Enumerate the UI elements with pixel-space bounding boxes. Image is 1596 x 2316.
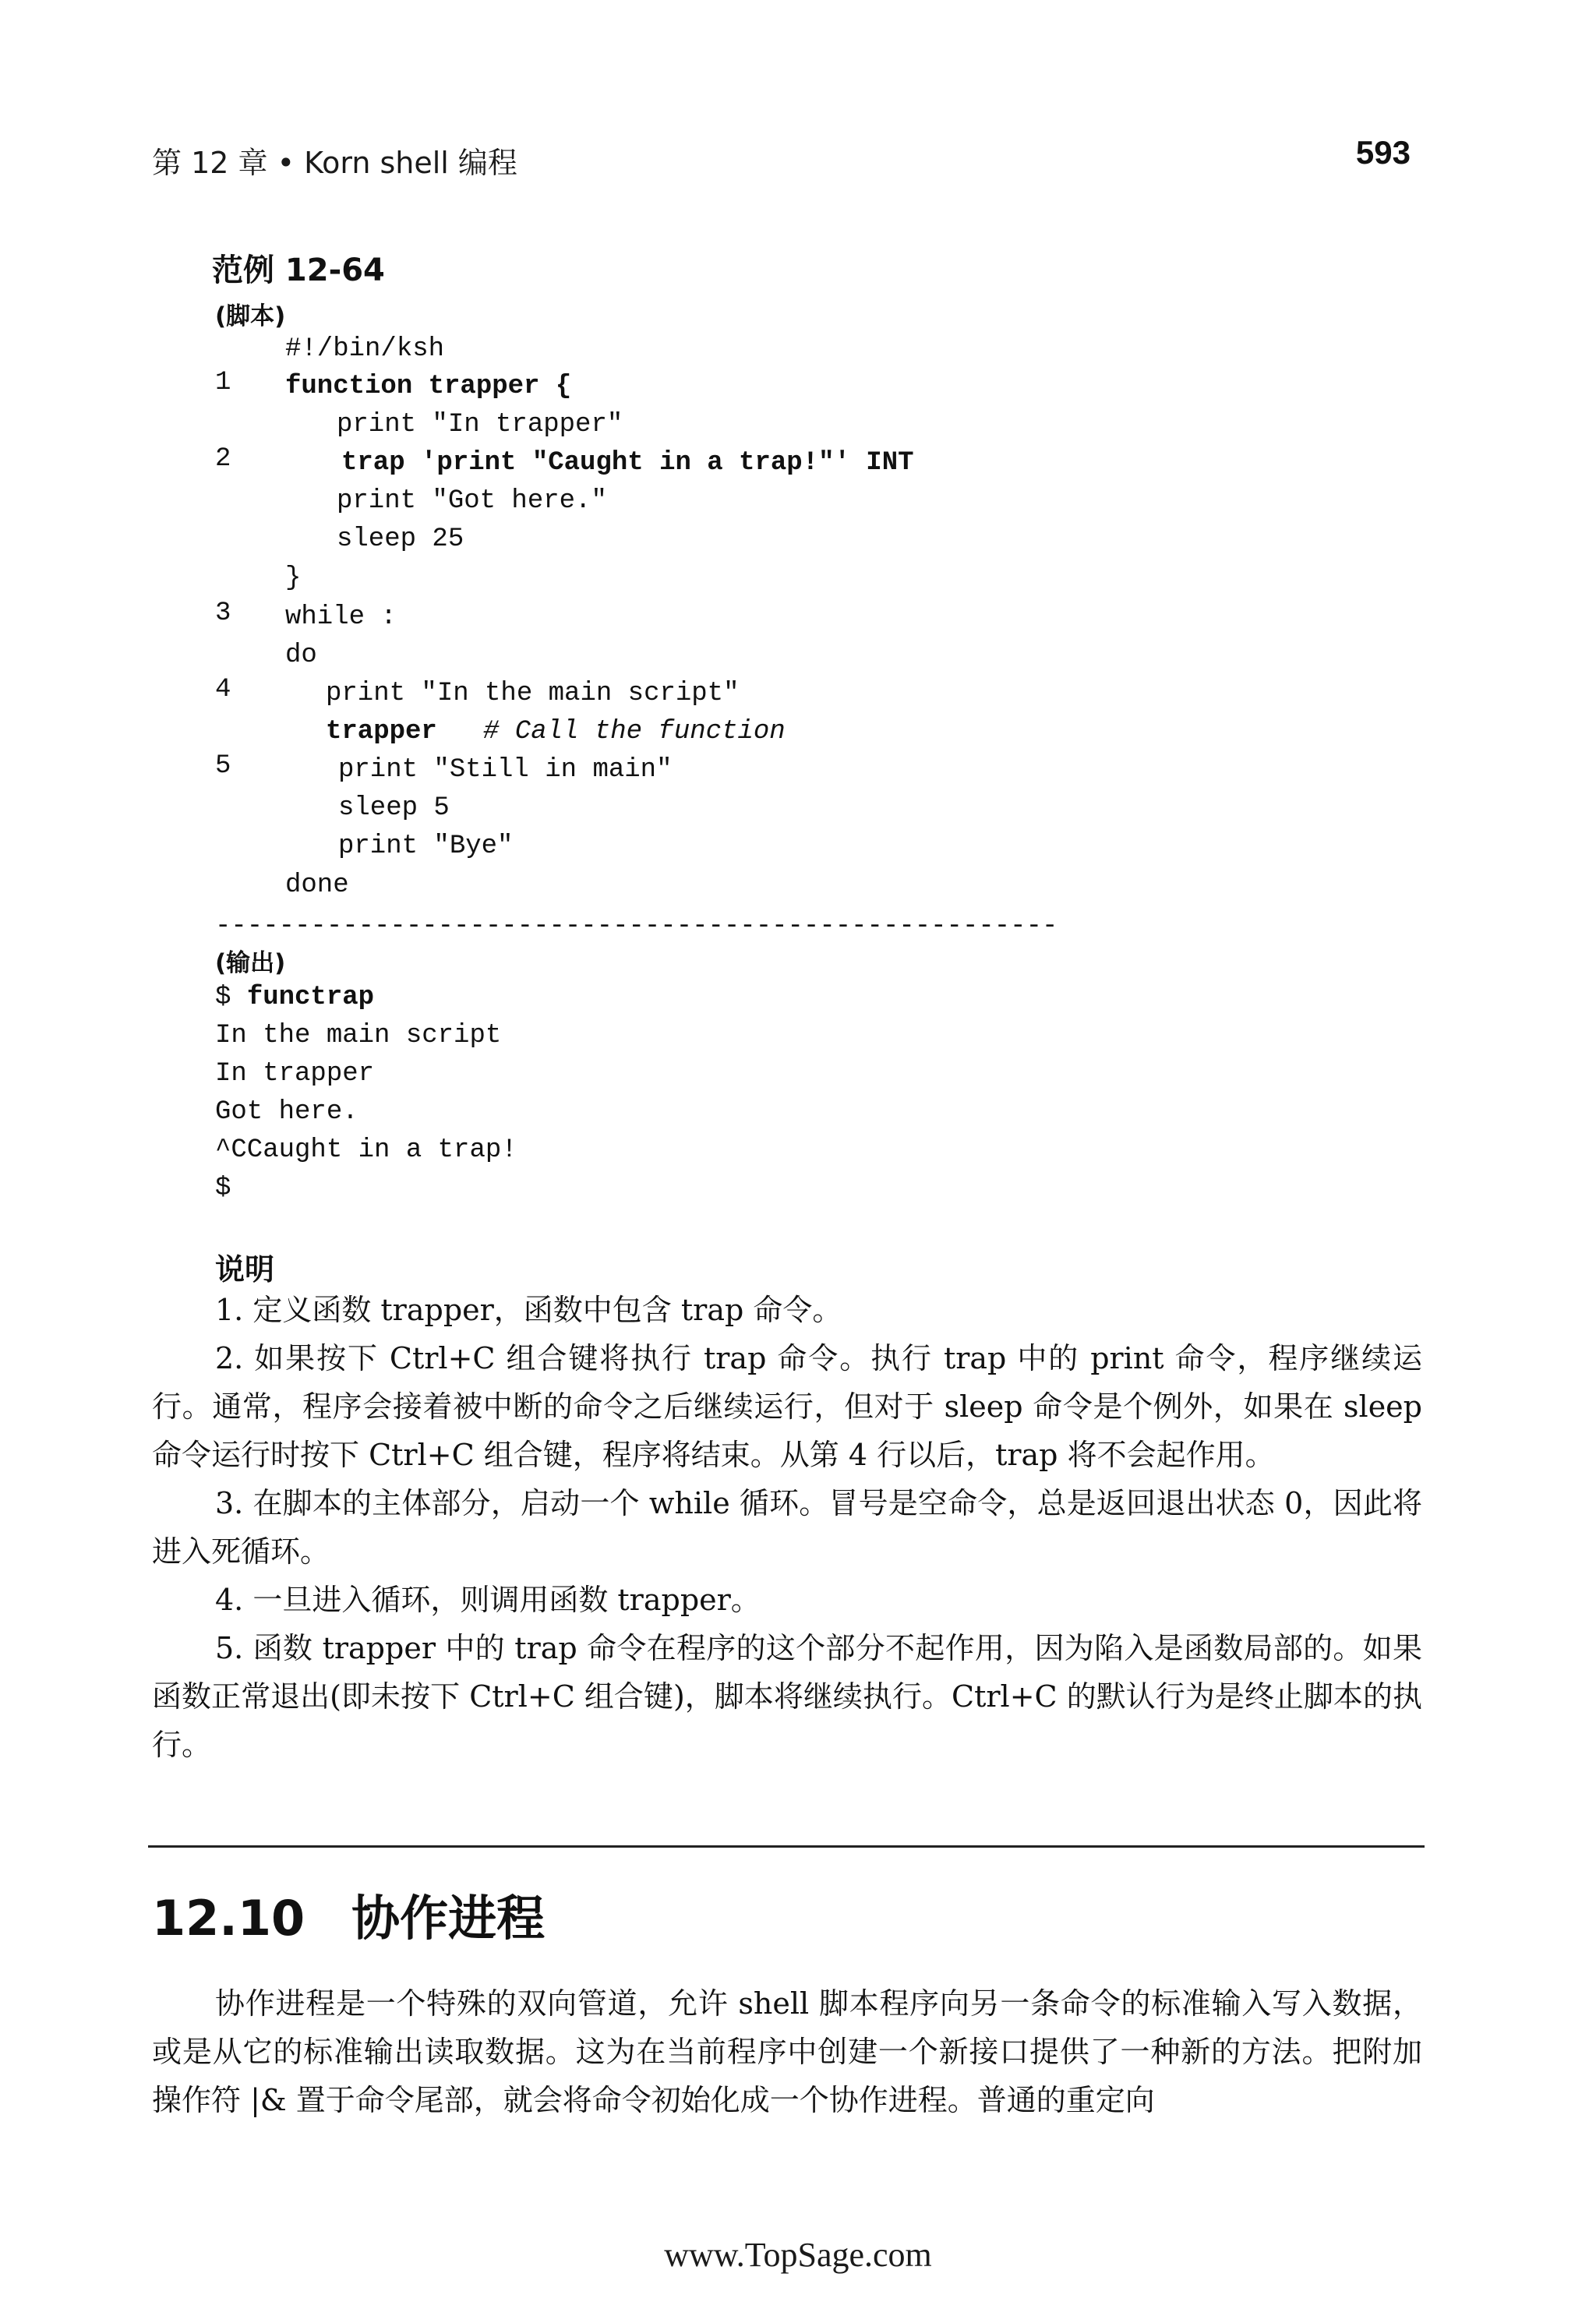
note-item: 4. 一旦进入循环，则调用函数 trapper。 bbox=[215, 1583, 761, 1617]
line-number: 3 bbox=[215, 598, 231, 628]
code-line: trapper bbox=[326, 717, 437, 747]
script-tag: (脚本) bbox=[215, 302, 286, 330]
code-line: print "Got here." bbox=[337, 486, 607, 516]
prompt: $ bbox=[215, 983, 247, 1012]
example-title: 范例 12-64 bbox=[212, 252, 385, 288]
code-line: sleep 5 bbox=[338, 793, 450, 823]
line-number: 1 bbox=[215, 368, 231, 397]
code-line: print "In trapper" bbox=[337, 410, 623, 440]
running-header: 第 12 章 • Korn shell 编程 bbox=[152, 146, 517, 180]
code-line: print "Bye" bbox=[338, 831, 514, 861]
code-line: do bbox=[285, 641, 317, 670]
page-number: 593 bbox=[1355, 134, 1411, 171]
section-heading bbox=[152, 1880, 545, 1949]
output-line: $ bbox=[215, 1174, 231, 1203]
note-item: 1. 定义函数 trapper，函数中包含 trap 命令。 bbox=[215, 1293, 842, 1327]
code-line: #!/bin/ksh bbox=[285, 334, 445, 364]
code-line: done bbox=[285, 870, 349, 900]
output-line bbox=[215, 979, 374, 1017]
section-body: 协作进程是一个特殊的双向管道，允许 shell 脚本程序向另一条命令的标准输入写入数据，或是从它的标准输出读取数据。这为在当前程序中创建一个新接口提供了一种新的方法。把附加操作符 |& 置于命令尾部，就会将命令初始化成一个协作进程。普通的重定向 bbox=[152, 1986, 1422, 2117]
footer-watermark: www.TopSage.com bbox=[664, 2236, 932, 2274]
output-tag: (输出) bbox=[215, 949, 286, 977]
output-line: In the main script bbox=[215, 1021, 502, 1050]
code-line: print "Still in main" bbox=[338, 755, 673, 785]
line-number: 2 bbox=[215, 444, 231, 474]
output-line: Got here. bbox=[215, 1097, 358, 1127]
code-line: function trapper { bbox=[285, 372, 572, 401]
section-rule bbox=[148, 1845, 1425, 1848]
section-number: 12.10 bbox=[152, 1890, 305, 1947]
section-title: 协作进程 bbox=[351, 1890, 546, 1947]
notes-title: 说明 bbox=[215, 1252, 275, 1287]
note-item: 3. 在脚本的主体部分，启动一个 while 循环。冒号是空命令，总是返回退出状态 0，因此将进入死循环。 bbox=[152, 1486, 1422, 1569]
code-line: while : bbox=[285, 602, 397, 632]
code-line: sleep 25 bbox=[337, 524, 464, 554]
line-number: 5 bbox=[215, 751, 231, 781]
line-number: 4 bbox=[215, 675, 231, 704]
output-line: In trapper bbox=[215, 1059, 375, 1089]
code-line: } bbox=[285, 563, 302, 593]
output-line: ^CCaught in a trap! bbox=[215, 1135, 517, 1165]
note-item: 5. 函数 trapper 中的 trap 命令在程序的这个部分不起作用，因为陷入是函数局部的。如果函数正常退出(即未按下 Ctrl+C 组合键)，脚本将继续执行。Ctrl+C 的默认行为是终止脚本的执行。 bbox=[152, 1631, 1422, 1762]
code-comment: # Call the function bbox=[483, 717, 786, 747]
command: functrap bbox=[246, 983, 375, 1012]
code-line: trap 'print "Caught in a trap!"' INT bbox=[341, 448, 914, 478]
separator-line: ----------------------------------------------------- bbox=[215, 912, 1058, 941]
code-line: print "In the main script" bbox=[326, 679, 740, 708]
note-item: 2. 如果按下 Ctrl+C 组合键将执行 trap 命令。执行 trap 中的 print 命令，程序继续运行。通常，程序会接着被中断的命令之后继续运行，但对于 sleep 命令是个例外，如果在 sleep 命令运行时按下 Ctrl+C 组合键，程序将结束。从第 4 行以后，trap 将不会起作用。 bbox=[152, 1341, 1422, 1472]
